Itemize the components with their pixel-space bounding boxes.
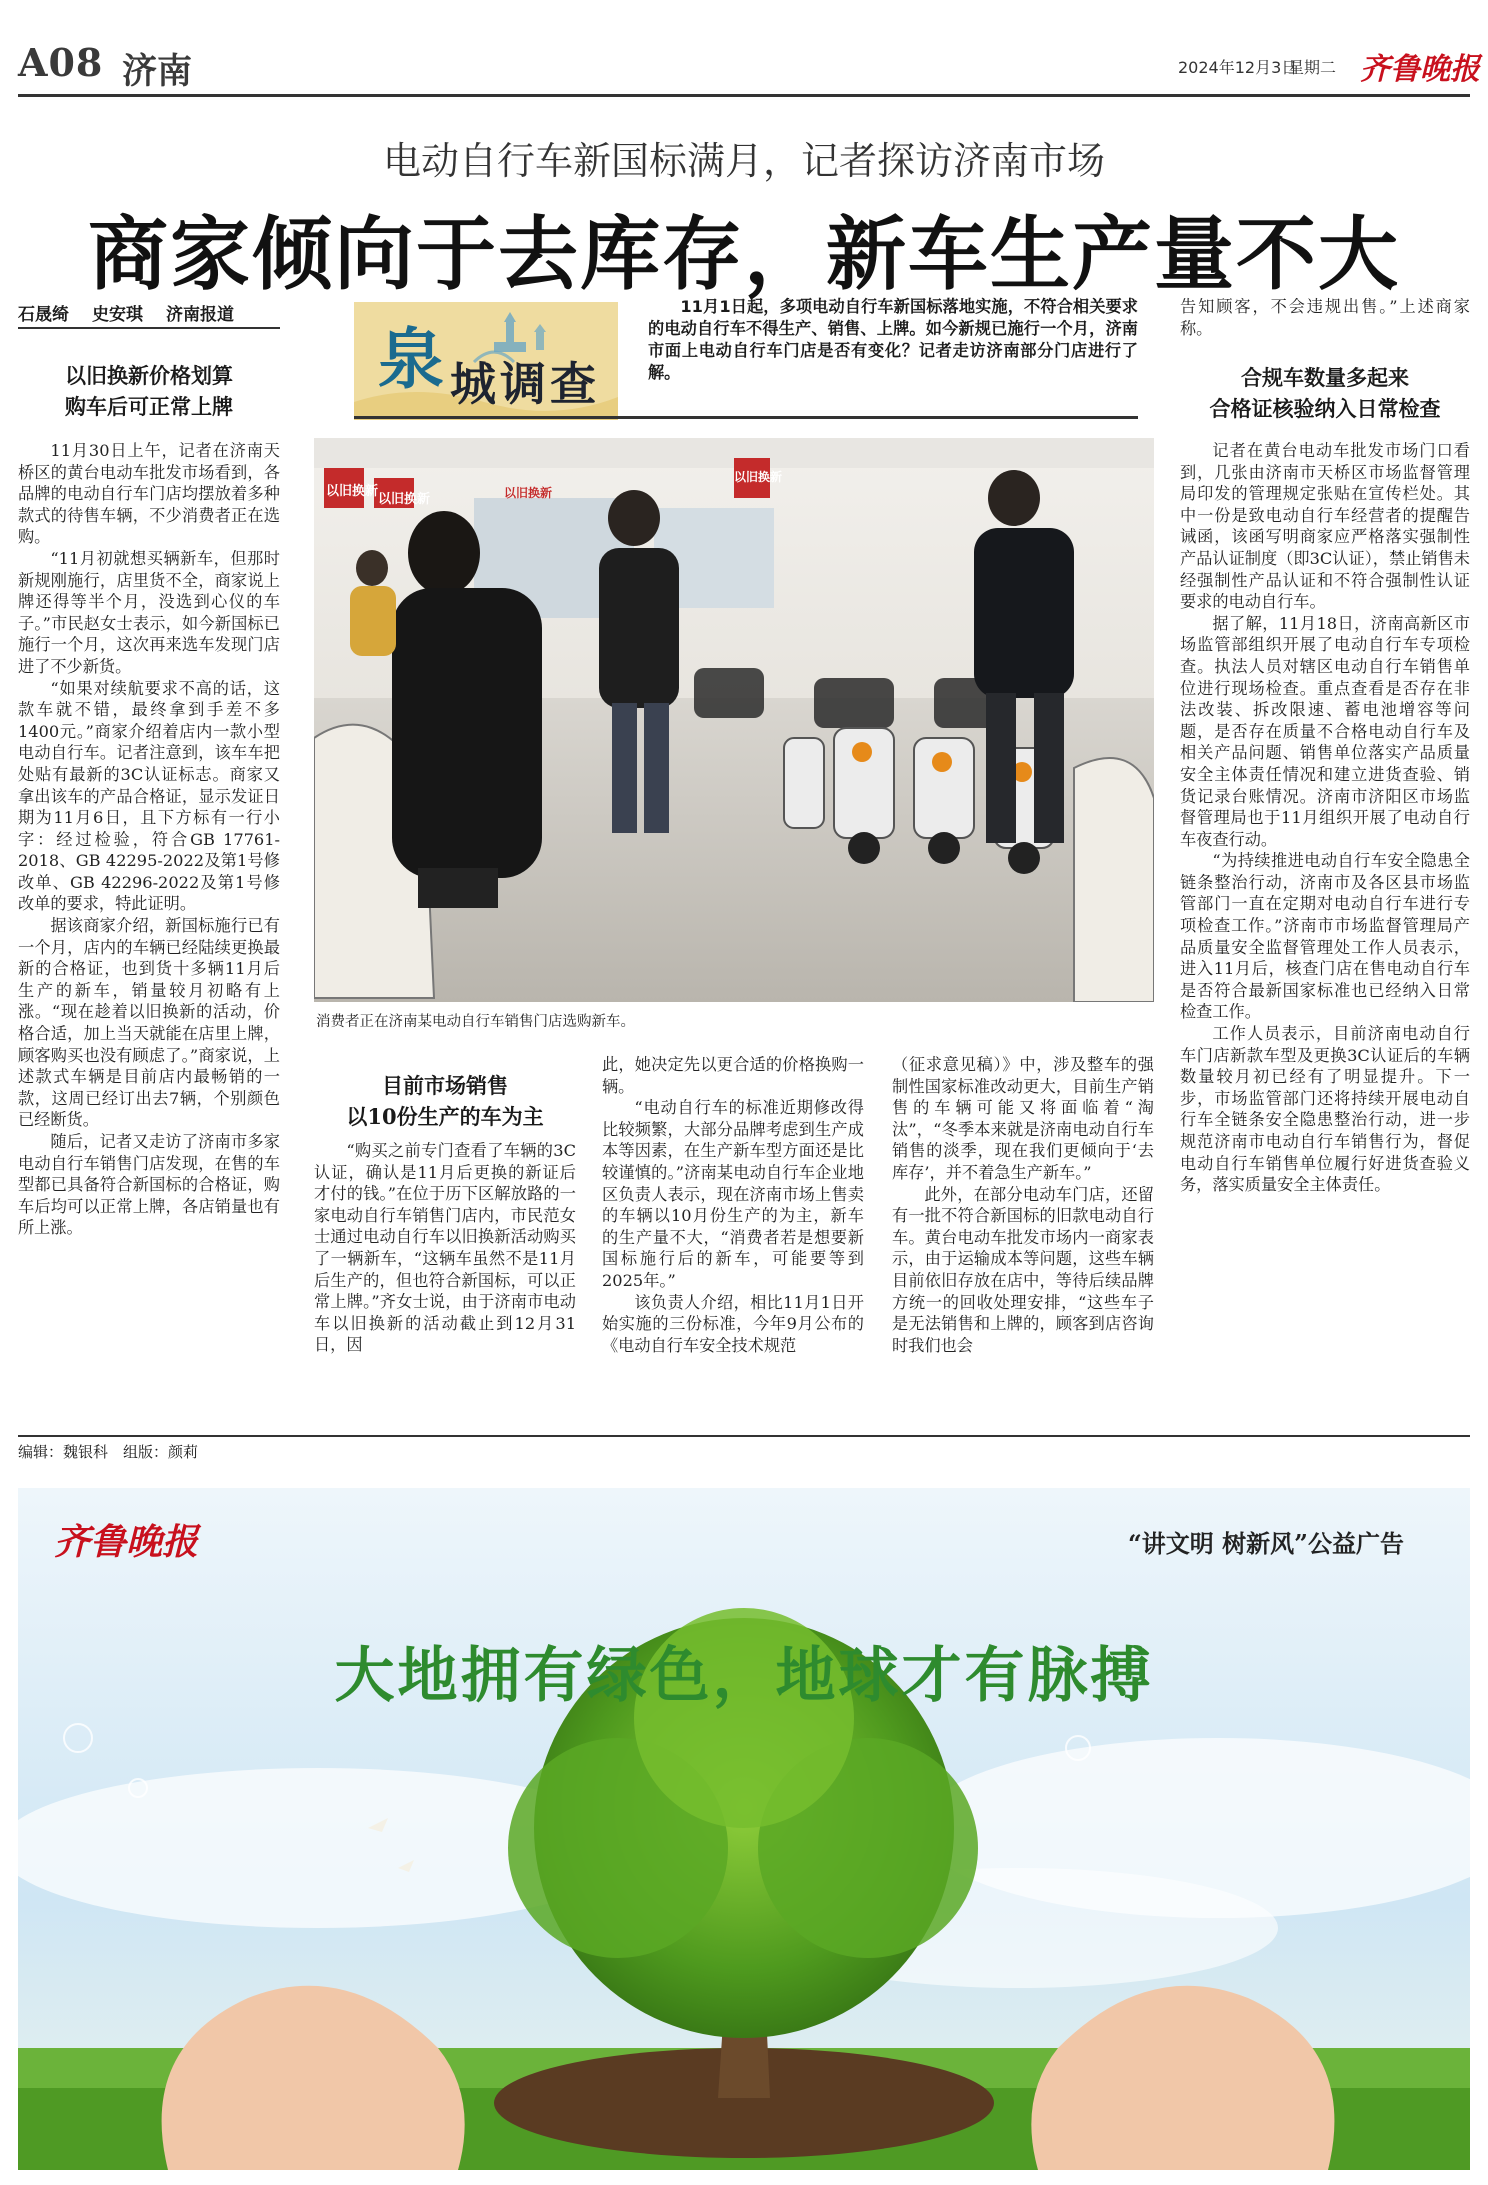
section3-paragraph: 据了解，11月18日，济南高新区市场监管部组织开展了电动自行车专项检查。执法人员对辖区电动自行车销售单位进行现场检查。重点查看是否存在非法改装、拆改限速、蓄电池增容等问题，是否存在质量不合格电动自行车及相关产品问题、销售单位落实产品质量安全主体责任情况和建立进货查验、销货记录台账情况。济南市济阳区市场监督管理局也于11月组织开展了电动自行车夜查行动。 [1180,613,1470,849]
ad-illustration-icon [18,1488,1470,2170]
section1-heading-line1: 以旧换新价格划算 [65,363,233,388]
byline-dateline: 济南报道 [166,305,234,325]
article-headline: 商家倾向于去库存，新车生产量不大 [88,207,1400,301]
section2-paragraph: 此，她决定先以更合适的价格换购一辆。 [602,1055,864,1096]
section3-paragraph: 工作人员表示，目前济南电动自行车门店新款车型及更换3C认证后的车辆数量较月初已经有了明显提升。下一步，市场监管部门还将持续开展电动自行车全链条安全隐患整治行动，进一步规范济南市电动自行车销售行为，督促电动自行车销售单位履行好进货查验义务，落实质量安全主体责任。 [1180,1024,1470,1195]
section3-body [1180,440,1470,1196]
showroom-photo-icon [314,438,1154,1002]
section2-paragraph: “购买之前专门查看了车辆的3C认证，确认是11月后更换的新证后才付的钱。”在位于历下区解放路的一家电动自行车销售门店内，市民范女士通过电动自行车以旧换新活动购买了一辆新车，“这辆车虽然不是11月后生产的，但也符合新国标，可以正常上牌。”齐女士说，由于济南市电动车以旧换新的活动截止到12月31日，因 [314,1141,576,1355]
section1-paragraph: “11月初就想买辆新车，但那时新规刚施行，店里货不全，商家说上牌还得等半个月，没选到心仪的车子。”市民赵女士表示，如今新国标已施行一个月，这次再来选车发现门店进了不少新货。 [18,548,280,676]
section1-paragraph: “如果对续航要求不高的话，这款车就不错，最终拿到手差不多1400元。”商家介绍着店内一款小型电动自行车。记者注意到，该车车把处贴有最新的3C认证标志。商家又拿出该车的产品合格证，显示发证日期为11月6日，且下方标有一行小字：经过检验，符合GB 17761-2018、GB 42295-2022及第1号修改单、GB 42296-2022及第1号修改单的要求，特此证明。 [18,678,280,914]
section2-column-c [892,1054,1154,1356]
photo-sign-4: 以旧换新 [504,486,553,500]
article-photo [314,438,1154,1002]
ad-slogan: 大地拥有绿色，地球才有脉搏 [334,1641,1154,1711]
section2-paragraph: （征求意见稿）》中，涉及整车的强制性国家标准改动更大，目前生产销售的车辆可能又将面临着“淘汰”，“冬季本来就是济南电动自行车销售的淡季，现在我们更倾向于‘去库存’，并不着急生产新车。” [892,1055,1154,1182]
issue-date: 2024年12月3日 [1178,58,1298,77]
section2-paragraph: “电动自行车的标准近期修改得比较频繁，大部分品牌考虑到生产成本等因素，在生产新车型方面还是比较谨慎的。”济南某电动自行车企业地区负责人表示，现在济南市场上售卖的车辆以10月份生产的为主，新车的生产量不大，“消费者若是想要新国标施行后的新车，可能要等到2025年。” [602,1098,864,1290]
section1-heading-line2: 购车后可正常上牌 [65,394,233,419]
byline-author-2: 史安琪 [92,305,143,325]
byline-author-1: 石晟绮 [18,305,69,325]
section2-heading [314,1070,576,1132]
section2-heading-line2: 以10份生产的车为主 [346,1104,544,1129]
byline-rule [18,327,280,329]
article-lede: 11月1日起，多项电动自行车新国标落地实施，不符合相关要求的电动自行车不得生产、销售、上牌。如今新规已施行一个月，济南市面上电动自行车门店是否有变化？记者走访济南部分门店进行了解。 [648,297,1138,382]
section1-heading [18,360,280,422]
section3-heading-line1: 合规车数量多起来 [1241,365,1409,390]
article-kicker: 电动自行车新国标满月，记者探访济南市场 [382,139,1105,183]
section3-paragraph: 记者在黄台电动车批发市场门口看到，几张由济南市天桥区市场监督管理局印发的管理规定张贴在宣传栏处。其中一份是致电动自行车经营者的提醒告诫函，该函写明商家应严格落实强制性产品认证制度（即3C认证），禁止销售未经强制性产品认证和不符合强制性认证要求的电动自行车。 [1180,441,1470,612]
badge-char-quan: 泉 [378,320,444,398]
badge-title: 城调查 [450,357,600,411]
photo-sign-2: 以旧换新 [378,492,431,507]
section2-column-a [314,1140,576,1356]
photo-caption: 消费者正在济南某电动自行车销售门店选购新车。 [316,1014,635,1030]
editor-credit: 编辑：魏银科 组版：颜莉 [18,1443,199,1461]
ad-campaign: “讲文明 树新风”公益广告 [1128,1529,1404,1558]
section2-paragraph: 该负责人介绍，相比11月1日开始实施的三份标准，今年9月公布的《电动自行车安全技术规范 [602,1292,864,1355]
public-service-ad [18,1488,1470,2170]
section3-heading [1180,362,1470,424]
section3-carryover: 告知顾客，不会违规出售。”上述商家称。 [1180,297,1470,338]
footer-rule [18,1435,1470,1437]
column-badge [354,302,618,420]
section-name: 济南 [122,51,193,92]
section3-heading-line2: 合格证核验纳入日常检查 [1209,396,1441,421]
page-number: A08 [18,40,104,85]
section2-heading-line1: 目前市场销售 [382,1073,508,1098]
photo-sign-3: 以旧换新 [734,470,783,484]
section2-column-b [602,1054,864,1356]
issue-weekday: 星期二 [1288,58,1337,77]
section3-paragraph: “为持续推进电动自行车安全隐患全链条整治行动，济南市及各区县市场监管部门一直在定期对电动自行车进行专项检查工作。”济南市市场监督管理局产品质量安全监督管理处工作人员表示，进入11月后，核查门店在售电动自行车是否符合最新国家标准也已经纳入日常检查工作。 [1180,851,1470,1022]
section1-paragraph: 11月30日上午，记者在济南天桥区的黄台电动车批发市场看到，各品牌的电动自行车门店均摆放着多种款式的待售车辆，不少消费者正在选购。 [18,441,280,547]
lede-rule [354,416,1138,419]
section1-paragraph: 随后，记者又走访了济南市多家电动自行车销售门店发现，在售的车型都已具备符合新国标的合格证，购车后均可以正常上牌，各店销量也有所上涨。 [18,1132,280,1238]
section2-paragraph: 此外，在部分电动车门店，还留有一批不符合新国标的旧款电动自行车。黄台电动车批发市场内一商家表示，由于运输成本等问题，这些车辆目前依旧存放在店中，等待后续品牌方统一的回收处理安排，“这些车子是无法销售和上牌的，顾客到店咨询时我们也会 [892,1184,1154,1355]
section1-body [18,440,280,1239]
photo-sign-1: 以旧换新 [326,484,379,499]
ad-logo: 齐鲁晚报 [54,1521,199,1563]
section1-paragraph: 据该商家介绍，新国标施行已有一个月，店内的车辆已经陆续更换最新的合格证，也到货十多辆11月后生产的新车，销量较月初略有上涨。“现在趁着以旧换新的活动，价格合适，加上当天就能在店里上牌，顾客购买也没有顾虑了。”商家说，上述款式车辆是目前店内最畅销的一款，这周已经订出去7辆，个别颜色已经断货。 [18,916,280,1130]
newspaper-logo: 齐鲁晚报 [1360,52,1480,87]
masthead-rule [18,94,1470,97]
